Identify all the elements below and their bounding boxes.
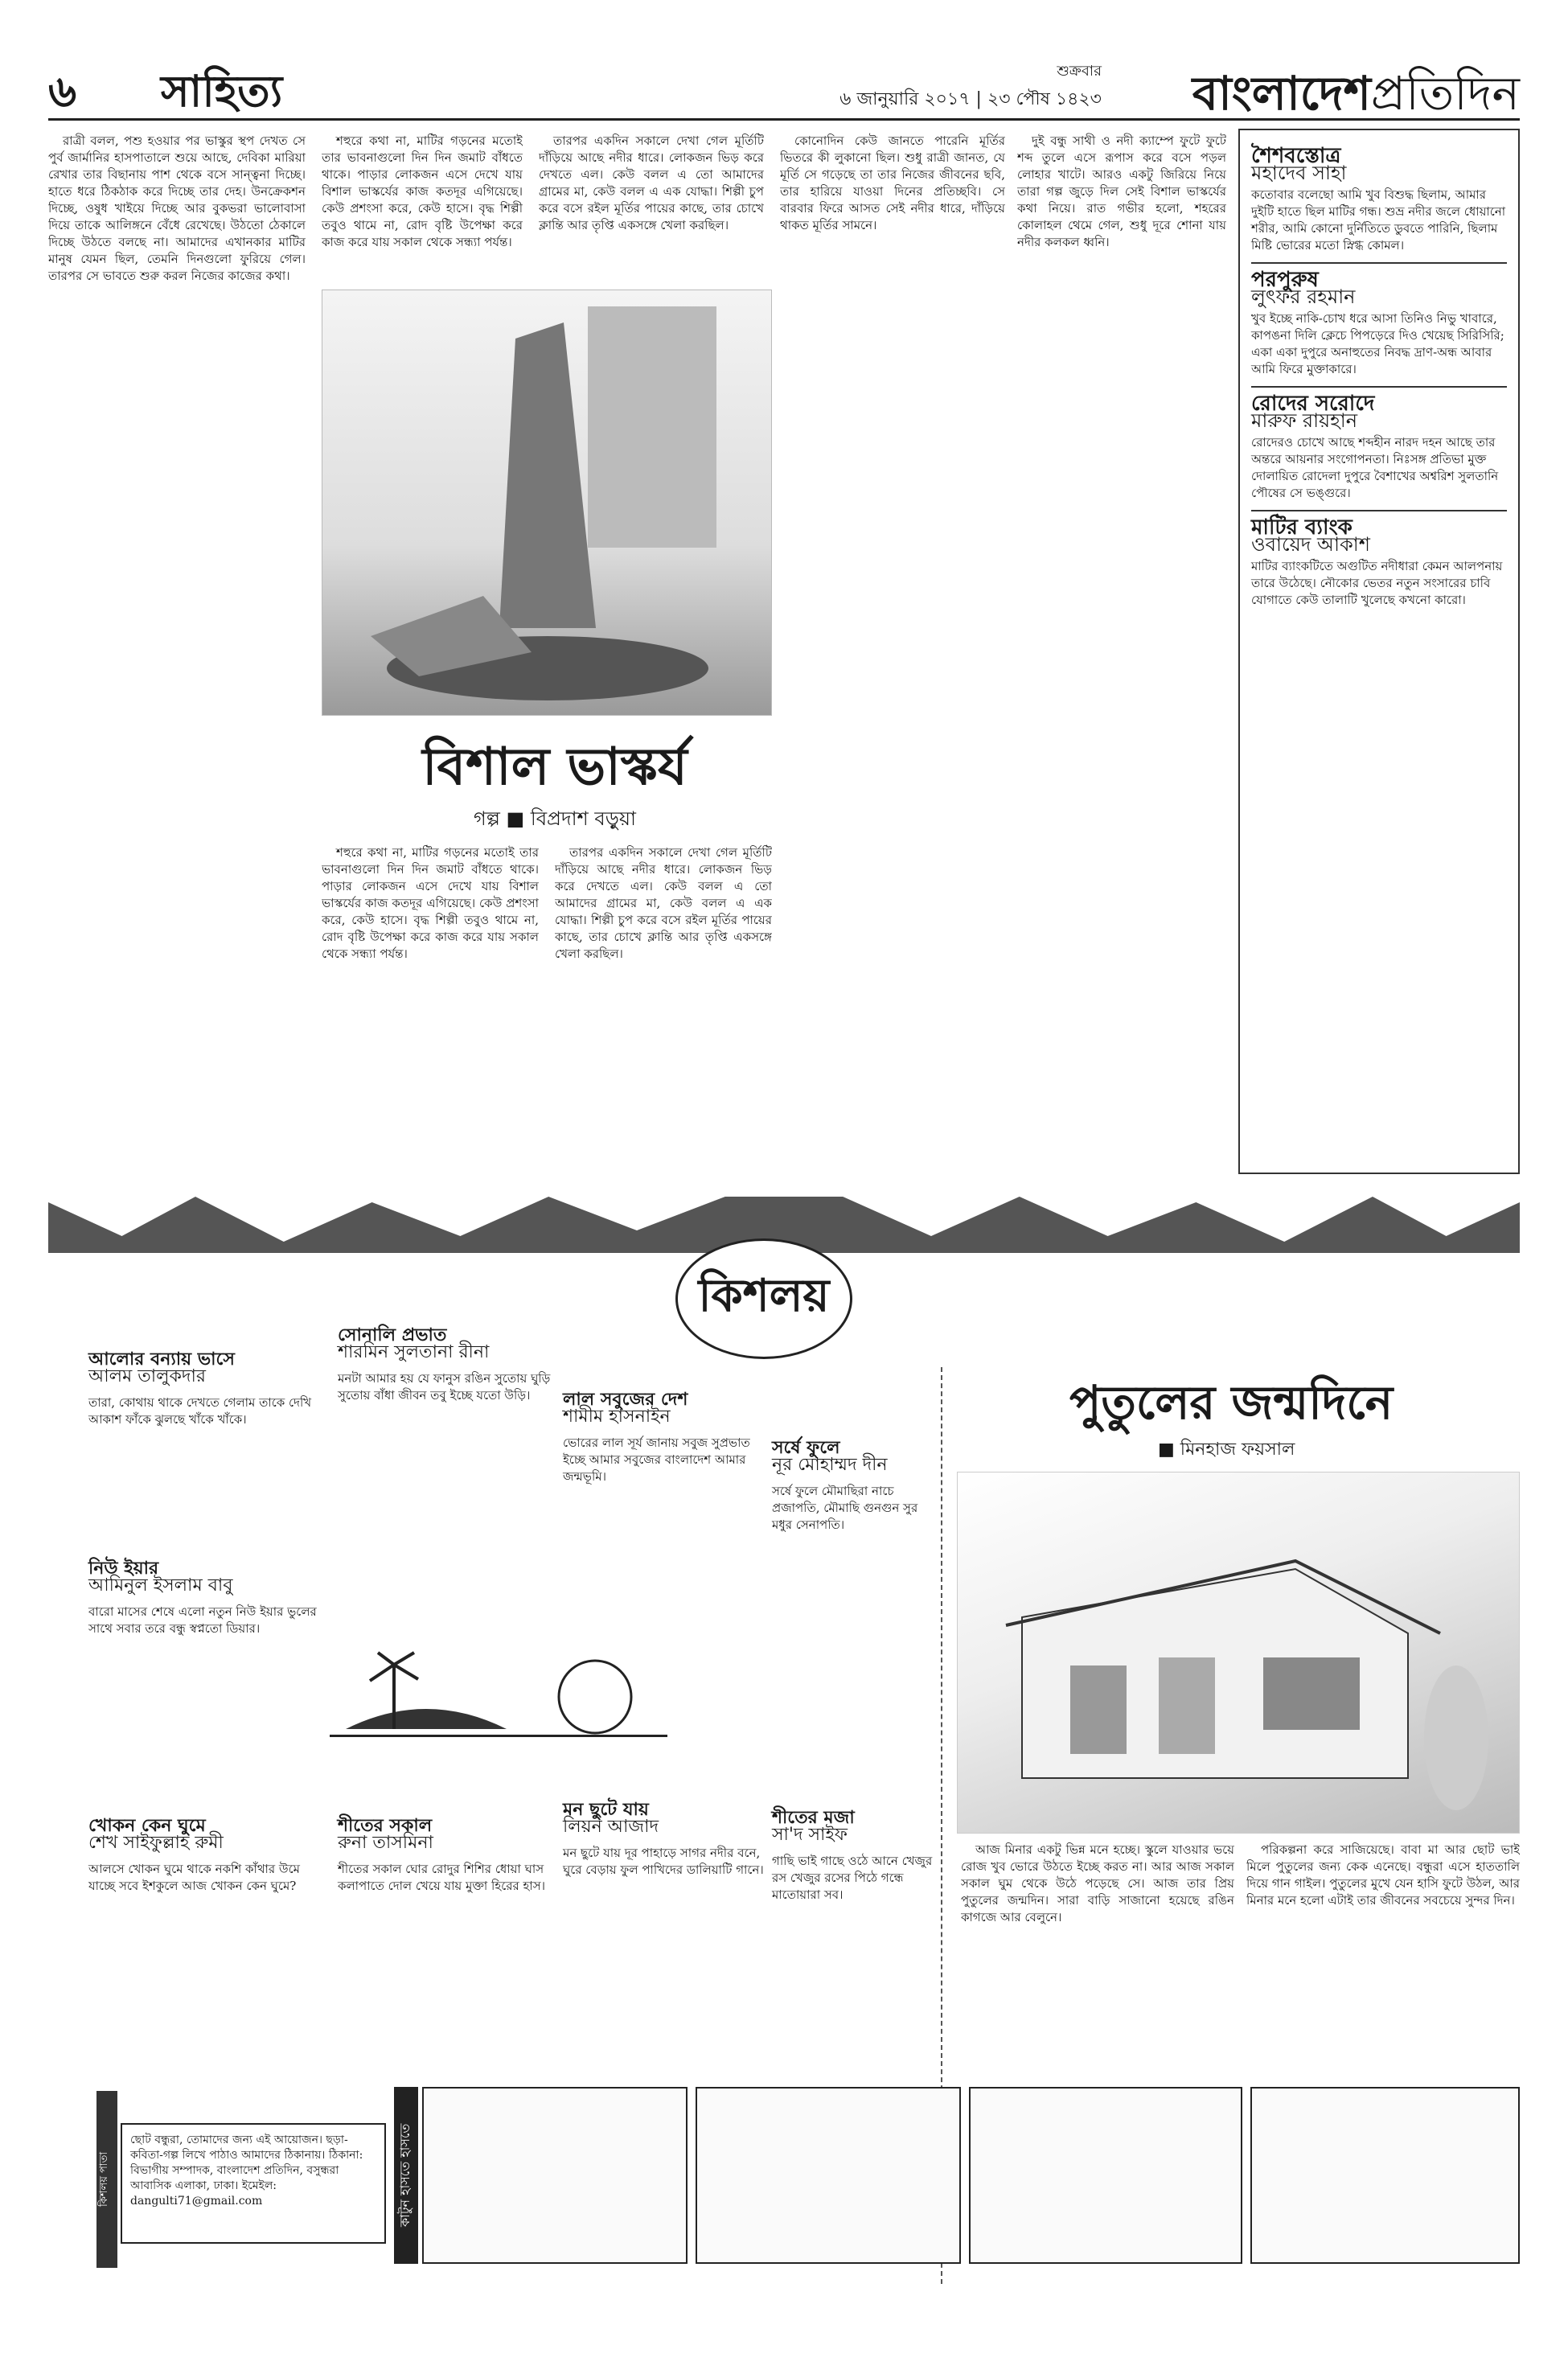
poem-title: মন ছুটে যায় [563, 1799, 649, 1820]
landscape-illustration [330, 1616, 667, 1737]
contact-tab: কিশলয় পাতা [96, 2091, 117, 2268]
page-number: ৬ [48, 65, 77, 117]
poem-author: শামীম হাসনাইন [563, 1407, 671, 1427]
story-column-1 [48, 133, 306, 1162]
section-name: সাহিত্য [161, 65, 283, 117]
story-text: দুই বন্ধু সাথী ও নদী ক্যাম্পে ফুটে ফুটে শব্দ তুলে এসে রূপাস করে বসে পড়ল লোহার খাটে। আরও একটু জিরিয়ে নিয়ে তারা গল্প জুড়ে দিল সেই বিশাল ভাস্কর্যের কথা নিয়ে। রাত গভীর হলো, শহরের কোলাহল থেমে গেল, শুধু দূরে শোনা যায় নদীর কলকল ধ্বনি। [1017, 133, 1226, 249]
poem [1251, 144, 1507, 254]
poem-body: ভোরের লাল সূর্য জানায় সবুজ সুপ্রভাত ইচ্ছে আমার সবুজের বাংলাদেশ আমার জন্মভূমি। [563, 1435, 750, 1484]
poem-author: শারমিন সুলতানা রীনা [338, 1342, 490, 1362]
kids-story-author: ■ মিনহাজ ফয়সাল [1158, 1440, 1295, 1460]
poem-author: লুৎফর রহমান [1251, 285, 1356, 308]
kids-poem [772, 1437, 933, 1534]
poem-body: মন ছুটে যায় দূর পাহাড়ে সাগর নদীর বনে, ঘুরে বেড়ায় ফুল পাখিদের ডালিয়াটি গানে। [563, 1846, 764, 1877]
issue-day: শুক্রবার [1057, 63, 1102, 80]
poem-author: নূর মোহাম্মদ দীন [772, 1455, 888, 1475]
story-column-5 [1017, 133, 1226, 1162]
kids-poem [563, 1391, 772, 1485]
story-text: কোনোদিন কেউ জানতে পারেনি মূর্তির ভিতরে কী লুকানো ছিল। শুধু রাত্রী জানত, যে মূর্তি সে গড়েছে তা তার নিজের জীবনের ছবি, তার হারিয়ে যাওয়া দিনের প্রতিচ্ছবি। সে বারবার ফিরে আসত সেই নদীর ধারে, দাঁড়িয়ে থাকত মূর্তির সামনে। [780, 133, 1005, 232]
comic-panel-4 [1250, 2087, 1520, 2264]
story-text: শহুরে কথা না, মাটির গড়নের মতোই তার ভাবনাগুলো দিন দিন জমাট বাঁধতে থাকে। পাড়ার লোকজন এসে দেখে যায় বিশাল ভাস্কর্যের কাজ কতদূর এগিয়েছে। কেউ প্রশংসা করে, কেউ হাসে। বৃদ্ধ শিল্পী তবুও থামে না, রোদ বৃষ্টি উপেক্ষা করে কাজ করে যায় সকাল থেকে সন্ধ্যা পর্যন্ত। [322, 845, 539, 961]
poem-body: তারা, কোথায় থাকে দেখতে গেলাম তাকে দেখি আকাশ ফাঁকে ঝুলছে খাঁকে খাঁকে। [88, 1395, 312, 1427]
story-column-2 [322, 133, 523, 281]
kids-poem [88, 1560, 322, 1637]
sculpture-illustration [322, 290, 773, 717]
poem-author: শেখ সাইফুল্লাহ রুমী [88, 1833, 224, 1853]
kids-story-column-1 [961, 1842, 1234, 2083]
poem-title: আলোর বন্যায় ভাসে [88, 1349, 235, 1370]
story-text: তারপর একদিন সকালে দেখা গেল মূর্তিটি দাঁড়িয়ে আছে নদীর ধারে। লোকজন ভিড় করে দেখতে এল। কেউ বলল এ তো আমাদের গ্রামের মা, কেউ বলল এ এক যোদ্ধা। শিল্পী চুপ করে বসে রইল মূর্তির পায়ের কাছে, তার চোখে ক্লান্তি আর তৃপ্তি একসঙ্গে খেলা করছিল। [555, 845, 772, 961]
poem-author: ওবায়েদ আকাশ [1251, 533, 1370, 556]
paper-name-bold: বাংলাদেশ [1192, 66, 1371, 121]
story-column-6 [322, 844, 539, 1162]
contact-box: ছোট বন্ধুরা, তোমাদের জন্য এই আয়োজন। ছড়া-কবিতা-গল্প লিখে পাঠাও আমাদের ঠিকানায়। ঠিকানা: বিভাগীয় সম্পাদক, বাংলাদেশ প্রতিদিন, বসুন্ধরা আবাসিক এলাকা, ঢাকা। ইমেইল: dangulti71@gmail.com [121, 2123, 386, 2244]
kids-poem [338, 1327, 563, 1404]
island-sun-illustration [330, 1616, 667, 1737]
divider [1251, 262, 1507, 264]
story-text: তারপর একদিন সকালে দেখা গেল মূর্তিটি দাঁড়িয়ে আছে নদীর ধারে। লোকজন ভিড় করে দেখতে এল। কেউ বলল এ তো আমাদের গ্রামের মা, কেউ বলল এ এক যোদ্ধা। শিল্পী চুপ করে বসে রইল মূর্তির পায়ের কাছে, তার চোখে ক্লান্তি আর তৃপ্তি একসঙ্গে খেলা করছিল। [539, 133, 764, 232]
poem-author: আলম তালুকদার [88, 1366, 206, 1386]
kids-poem [338, 1817, 547, 1895]
comic-panel-3 [969, 2087, 1242, 2264]
story-text: রাত্রী বলল, পশু হওয়ার পর ভাস্কুর স্থপ দেখত সে পুর্ব জার্মানির হাসপাতালে শুয়ে আছে, দেবিকা মারিয়া রেখার তার বিছানায় পাশ থেকে বসে সান্ত্বনা দিচ্ছে। হাতে ধরে ঠিকঠাক করে দিচ্ছে তার দেহ। উনক্রেকশন দিচ্ছে, ওষুধ খাইয়ে দিচ্ছে আর বুকভরা ভালোবাসা দিয়ে তাকে আলিঙ্গনে বেঁধে রেখেছে। উঠতো ঠেকালে দিচ্ছে উঠতে বলছে না। আমাদের এখানকার মাটির মানুষ যেমন ছিল, তেমনি দিনগুলো ফুরিয়ে গেল। তারপর সে ভাবতে শুরু করল নিজের কাজের কথা। [48, 133, 306, 283]
poem-title: সর্ষে ফুলে [772, 1437, 840, 1458]
paper-name [1192, 58, 1520, 136]
poem-title: রোদের সরোদে [1251, 392, 1375, 416]
story-column-7 [555, 844, 772, 1162]
poem-body: মনটা আমার হয় যে ফানুস রঙিন সুতোয় ঘুড়ি সুতোয় বাঁধা জীবন তবু ইচ্ছে যতো উড়ি। [338, 1371, 551, 1403]
poem-author: লিয়ন আজাদ [563, 1817, 659, 1837]
poem-title: নিউ ইয়ার [88, 1558, 159, 1579]
poem-body: আলসে খোকন ঘুমে থাকে নকশি কাঁথার উমে যাচ্ছে সবে ইশকুলে আজ খোকন কেন ঘুমে? [88, 1862, 300, 1893]
kids-poem [772, 1809, 933, 1904]
story-column-3 [539, 133, 764, 281]
poem-body: রোদেরও চোখে আছে শব্দহীন নারদ দহন আছে তার অন্তরে আয়নার সংগোপনতা। নিঃসঙ্গ প্রতিভা মুক্ত দোলায়িত রোদেলা দুপুরে বৈশাখের অশ্বরিশ সুলতানি পৌষের সে ভঙ্গুরে। [1251, 435, 1499, 500]
kids-poem [88, 1817, 322, 1895]
poem-title: লাল সবুজের দেশ [563, 1389, 688, 1410]
kids-story-column-2 [1246, 1842, 1520, 2083]
poem-title: মাটির ব্যাংক [1251, 515, 1353, 540]
divider [1251, 386, 1507, 388]
house-illustration [957, 1472, 1520, 1834]
divider [1251, 510, 1507, 511]
poem-author: মহাদেব সাহা [1251, 162, 1347, 184]
poem [1251, 515, 1507, 609]
kids-story-title: পুতুলের জন্মদিনে [1069, 1375, 1394, 1430]
paper-name-light: প্রতিদিন [1370, 66, 1520, 121]
poem-title: সোনালি প্রভাত [338, 1325, 447, 1345]
poem [1251, 268, 1507, 378]
house-sketch [958, 1472, 1521, 1834]
story-text: আজ মিনার একটু ভিন্ন মনে হচ্ছে। স্কুলে যাওয়ার ভয়ে রোজ খুব ভোরে উঠতে ইচ্ছে করত না। আর আজ সকাল সকাল ঘুম থেকে উঠে পড়েছে সে। আজ তার প্রিয় পুতুলের জন্মদিন। সারা বাড়ি সাজানো হয়েছে রঙিন কাগজে আর বেলুনে। [961, 1842, 1234, 1924]
poem-body: সর্ষে ফুলে মৌমাছিরা নাচে প্রজাপতি, মৌমাছি গুনগুন সুর মধুর সেনাপতি। [772, 1484, 918, 1532]
kids-section-logo: কিশলয় [675, 1238, 852, 1359]
kids-poem [563, 1801, 772, 1879]
poem-author: মারুফ রায়হান [1251, 409, 1358, 432]
poem-author: আমিনুল ইসলাম বাবু [88, 1575, 233, 1596]
poem-body: গাছি ভাই গাছে ওঠে আনে খেজুর রস খেজুর রসের পিঠে গন্ধে মাতোয়ারা সব। [772, 1854, 933, 1902]
story-column-4 [780, 133, 1005, 1162]
poem-body: শীতের সকাল ঘোর রোদুর শিশির ধোয়া ঘাস কলাপাতে দোল খেয়ে যায় মুক্তা হিরের হাস। [338, 1862, 546, 1893]
poem-title: শীতের সকাল [338, 1815, 433, 1836]
poem-title: পরপুরুষ [1251, 268, 1319, 292]
poem-author: সা'দ সাইফ [772, 1825, 848, 1845]
issue-date: ৬ জানুয়ারি ২০১৭ | ২৩ পৌষ ১৪২৩ [839, 89, 1102, 109]
comic-panel-2 [696, 2087, 961, 2264]
poem-body: মাটির ব্যাংকটিতে অগুটিত নদীধারা কেমন আলপনায় তারে উঠেছে। নৌকোর ভেতর নতুন সংসারের চাবি যোগাতে কেউ তালাটি খুলেছে কখনো কারো। [1251, 559, 1503, 607]
cartoon-label: কাটুন হাসতে হাসতে [394, 2087, 418, 2264]
poem-title: খোকন কেন ঘুমে [88, 1815, 206, 1836]
masthead [48, 58, 1520, 121]
poem-body: বারো মাসের শেষে এলো নতুন নিউ ইয়ার ভুলের সাথে সবার তরে বন্ধু স্বপ্নতো ডিয়ার। [88, 1604, 317, 1636]
story-title: বিশাল ভাস্কর্য [422, 737, 688, 797]
kids-poem [88, 1351, 330, 1428]
poem [1251, 392, 1507, 502]
poem-body: খুব ইচ্ছে নাকি-চোখ ধরে আসা তিনিও নিভু খাবারে, কাপঙনা দিলি ক্লেচে পিপড়েরে দিও খেয়েছ সিরিসিরি; একা একা দুপুরে অনাহুতের নিবদ্ধ দ্রাণ-অন্ধ আবার আমি ফিরে মুক্তাকারে। [1251, 311, 1504, 376]
story-illustration [322, 290, 772, 716]
poem-title: শৈশবস্তোত্র [1251, 144, 1341, 168]
poem-body: কতোবার বলেছো আমি খুব বিশুদ্ধ ছিলাম, আমার দুইটি হাতে ছিল মাটির গন্ধ। শুভ্র নদীর জলে ধোয়ানো শরীর, আমি কোনো দুর্নিতিতে ডুবতে পারিনি, ছিলাম মিষ্টি ভোরের মতো স্নিগ্ধ কোমল। [1251, 187, 1506, 253]
story-byline: গল্প ■ বিপ্রদাশ বড়ুয়া [474, 807, 636, 830]
comic-panel-1 [422, 2087, 688, 2264]
story-text: পরিকল্পনা করে সাজিয়েছে। বাবা মা আর ছোট ভাই মিলে পুতুলের জন্য কেক এনেছে। বন্ধুরা এসে হাততালি দিয়ে গান গাইল। পুতুলের মুখে যেন হাসি ফুটে উঠল, আর মিনার মনে হলো এটাই তার জীবনের সবচেয়ে সুন্দর দিন। [1246, 1842, 1520, 1908]
poem-title: শীতের মজা [772, 1807, 855, 1828]
story-text: শহুরে কথা না, মাটির গড়নের মতোই তার ভাবনাগুলো দিন দিন জমাট বাঁধতে থাকে। পাড়ার লোকজন এসে দেখে যায় বিশাল ভাস্কর্যের কাজ কতদূর এগিয়েছে। কেউ প্রশংসা করে, কেউ হাসে। বৃদ্ধ শিল্পী তবুও থামে না, রোদ বৃষ্টি উপেক্ষা করে কাজ করে যায় সকাল থেকে সন্ধ্যা পর্যন্ত। [322, 133, 523, 249]
poem-author: রুনা তাসমিনা [338, 1833, 433, 1853]
poems-box [1238, 129, 1520, 1174]
